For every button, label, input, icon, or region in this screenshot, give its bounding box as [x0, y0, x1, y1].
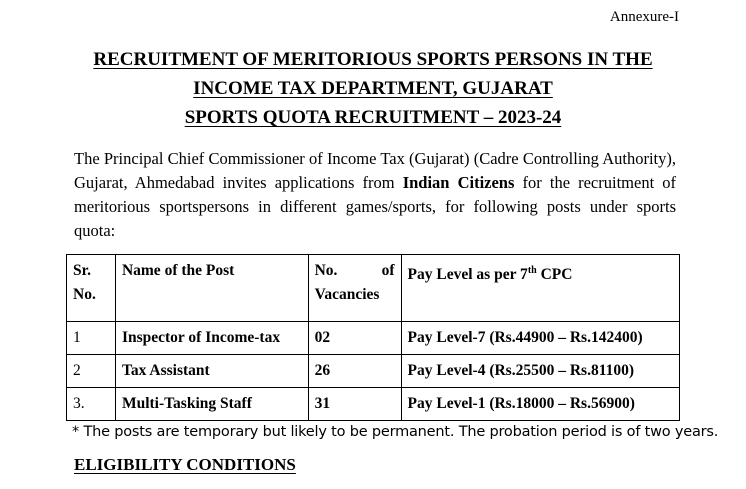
- posts-table: [66, 254, 680, 421]
- header-pay-suffix: CPC: [536, 266, 573, 284]
- intro-text-before: The Principal Chief Commissioner of Income Tax (Gujarat) (Cadre Controlling Authority), Gujarat, Ahmedabad invites applications from: [74, 149, 676, 192]
- intro-paragraph: [74, 147, 676, 243]
- cell-sr: 3.: [67, 388, 116, 421]
- annexure-label: Annexure-I: [609, 9, 679, 25]
- section-heading: ELIGIBILITY CONDITIONS: [74, 455, 296, 474]
- title-line-2: INCOME TAX DEPARTMENT, GUJARAT: [193, 78, 553, 99]
- table-header-row: [67, 255, 680, 322]
- cell-vacancies: 31: [308, 388, 401, 421]
- intro-text-bold: Indian Citizens: [402, 173, 515, 192]
- header-pay-sup: th: [527, 265, 537, 276]
- header-vac-line2: Vacancies: [314, 286, 380, 303]
- header-vac-a: No.: [314, 262, 338, 279]
- title-line-1: RECRUITMENT OF MERITORIOUS SPORTS PERSONS IN THE: [93, 49, 653, 70]
- header-sr-line2: No.: [73, 286, 96, 303]
- cell-pay: Pay Level-4 (Rs.25500 – Rs.81100): [401, 355, 679, 388]
- intro-text-after: for the recruitment of meritorious sportspersons in different games/sports, for following posts under sports quota:: [74, 173, 676, 240]
- header-pay-level: [401, 255, 679, 322]
- table-row: [67, 388, 680, 421]
- cell-pay: Pay Level-1 (Rs.18000 – Rs.56900): [401, 388, 679, 421]
- cell-post-name: Tax Assistant: [115, 355, 308, 388]
- page-title: [0, 45, 746, 132]
- header-vac-b: of: [381, 262, 395, 279]
- cell-pay: Pay Level-7 (Rs.44900 – Rs.142400): [401, 322, 679, 355]
- header-vacancies: [308, 255, 401, 322]
- cell-vacancies: 02: [308, 322, 401, 355]
- cell-sr: 1: [67, 322, 116, 355]
- cell-sr: 2: [67, 355, 116, 388]
- table-row: [67, 322, 680, 355]
- header-pay-prefix: Pay Level as per 7: [407, 266, 528, 284]
- footnote: * The posts are temporary but likely to be permanent. The probation period is of two years.: [72, 424, 719, 440]
- header-post-name: Name of the Post: [115, 255, 308, 322]
- title-line-3: SPORTS QUOTA RECRUITMENT – 2023-24: [184, 107, 562, 128]
- cell-vacancies: 26: [308, 355, 401, 388]
- header-sr-no: [67, 255, 116, 322]
- header-sr-line1: Sr.: [73, 262, 91, 279]
- cell-post-name: Multi-Tasking Staff: [115, 388, 308, 421]
- cell-post-name: Inspector of Income-tax: [115, 322, 308, 355]
- table-row: [67, 355, 680, 388]
